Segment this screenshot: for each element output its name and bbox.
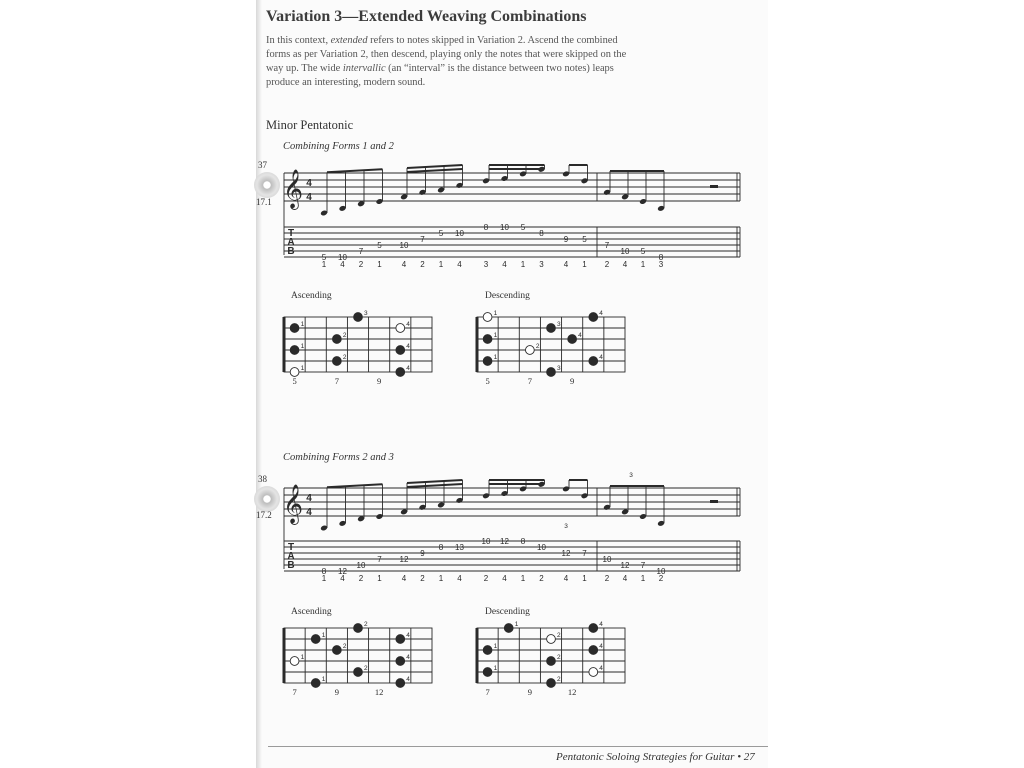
tab-fret-number: 5 [640, 247, 646, 256]
finger-number: 4 [406, 365, 410, 372]
treble-clef-icon: 𝄞 [282, 484, 304, 524]
tab-fret-number: 7 [420, 235, 425, 244]
fingering-number: 1 [321, 260, 327, 269]
fret-position-number: 9 [527, 687, 532, 697]
time-signature-bottom: 4 [306, 192, 312, 203]
fretboard-dot [311, 679, 320, 688]
tab-fret-number: 12 [561, 549, 571, 558]
example-subtitle: Combining Forms 1 and 2 [283, 141, 394, 152]
finger-number: 4 [406, 676, 410, 683]
finger-number: 1 [300, 365, 305, 372]
fret-position-number: 12 [374, 687, 384, 697]
tab-fret-number: 12 [500, 537, 509, 546]
finger-number: 2 [364, 665, 368, 672]
tab-fret-number: 10 [656, 567, 666, 576]
fingering-number: 2 [483, 574, 489, 583]
fingering-number: 1 [640, 574, 646, 583]
example-number: 38 [258, 474, 267, 484]
fretboard-dot [332, 335, 341, 344]
tab-fret-number: 8 [321, 567, 327, 576]
tab-fret-number: 10 [537, 543, 546, 552]
finger-number: 4 [578, 332, 582, 339]
tab-fret-number: 10 [602, 555, 612, 564]
fingering-number: 1 [582, 574, 587, 583]
intro-emphasis-intervallic: intervallic [342, 63, 386, 74]
note-beam [407, 169, 463, 172]
finger-number: 2 [557, 654, 561, 661]
tab-fret-number: 10 [500, 223, 509, 232]
tab-fret-number: 12 [620, 561, 630, 570]
tab-fret-number: 10 [481, 537, 491, 546]
time-signature-bottom: 4 [306, 507, 312, 518]
tab-clef-letter: T [287, 228, 295, 239]
fingering-number: 2 [420, 260, 425, 269]
note-beam [407, 484, 463, 487]
tab-clef-letter: A [287, 237, 295, 248]
finger-number: 2 [342, 332, 347, 339]
finger-number: 2 [535, 343, 540, 350]
finger-number: 1 [493, 310, 498, 317]
half-rest-icon [710, 185, 718, 188]
tab-fret-number: 8 [539, 229, 544, 238]
fingering-number: 1 [321, 574, 327, 583]
tab-fret-number: 7 [640, 561, 646, 570]
finger-number: 2 [557, 676, 561, 683]
fretboard-dot [589, 646, 598, 655]
fretboard-dot [332, 646, 341, 655]
tab-fret-number: 5 [582, 235, 587, 244]
fingering-number: 1 [377, 574, 382, 583]
fretboard-dot [547, 657, 556, 666]
fingering-number: 4 [340, 574, 345, 583]
tab-fret-number: 7 [604, 241, 610, 250]
tuplet-mark: 3 [564, 523, 568, 530]
fret-position-number: 9 [377, 376, 382, 386]
fretboard-dot [290, 346, 299, 355]
tab-fret-number: 8 [483, 223, 489, 232]
fingering-number: 2 [604, 574, 610, 583]
finger-number: 3 [557, 365, 561, 372]
fret-position-number: 7 [292, 687, 297, 697]
tab-fret-number: 10 [399, 241, 409, 250]
diagram-label-ascending: Ascending [291, 291, 332, 301]
diagram-label-ascending: Ascending [291, 607, 332, 617]
fingering-number: 4 [457, 260, 462, 269]
tab-fret-number: 5 [377, 241, 382, 250]
fretboard-dot [354, 668, 363, 677]
fretboard-dot [547, 324, 556, 333]
fingering-number: 3 [658, 260, 664, 269]
finger-number: 1 [493, 354, 498, 361]
example-subtitle: Combining Forms 2 and 3 [283, 452, 394, 463]
fingering-number: 1 [640, 260, 646, 269]
finger-number: 3 [557, 321, 561, 328]
tab-clef-letter: A [287, 551, 295, 562]
intro-emphasis-extended: extended [330, 35, 368, 46]
finger-number: 1 [321, 632, 326, 639]
fret-position-number: 7 [527, 376, 532, 386]
finger-number: 1 [300, 321, 305, 328]
fretboard-dot [354, 624, 363, 633]
tab-clef-letter: B [287, 560, 295, 571]
tab-fret-number: 9 [563, 235, 569, 244]
finger-number: 2 [342, 354, 347, 361]
fretboard-dot [589, 357, 598, 366]
fingering-number: 4 [401, 260, 407, 269]
finger-number: 4 [599, 621, 603, 628]
cd-track-number: 17.2 [256, 510, 272, 520]
tab-fret-number: 9 [420, 549, 425, 558]
example-number: 37 [258, 160, 267, 170]
fretboard-dot [311, 635, 320, 644]
finger-number: 1 [300, 654, 305, 661]
finger-number: 2 [364, 621, 368, 628]
finger-number: 2 [342, 643, 347, 650]
fingering-number: 4 [401, 574, 407, 583]
fret-position-number: 9 [334, 687, 339, 697]
finger-number: 1 [493, 332, 498, 339]
fretboard-dot [483, 335, 492, 344]
fingering-number: 1 [582, 260, 587, 269]
tab-fret-number: 12 [338, 567, 347, 576]
fretboard-dot [483, 646, 492, 655]
fretboard-dot [525, 346, 534, 355]
tab-clef-letter: B [287, 246, 295, 257]
tab-fret-number: 7 [582, 549, 587, 558]
fingering-number: 1 [438, 260, 444, 269]
half-rest-icon [710, 500, 718, 503]
diagram-label-descending: Descending [485, 607, 530, 617]
footer-book-title: Pentatonic Soloing Strategies for Guitar [556, 751, 735, 763]
finger-number: 4 [406, 632, 410, 639]
time-signature-top: 4 [306, 493, 312, 504]
fretboard-dot [589, 313, 598, 322]
tab-fret-number: 5 [321, 253, 327, 262]
tuplet-mark: 3 [629, 472, 633, 479]
finger-number: 2 [557, 632, 561, 639]
finger-number: 1 [321, 676, 326, 683]
fret-position-number: 5 [292, 376, 297, 386]
fretboard-dot [396, 368, 405, 377]
fingering-number: 1 [520, 574, 526, 583]
fingering-number: 4 [622, 574, 628, 583]
tab-fret-number: 10 [455, 229, 464, 238]
tab-fret-number: 8 [438, 543, 444, 552]
finger-number: 4 [406, 343, 410, 350]
finger-number: 1 [514, 621, 519, 628]
fingering-number: 1 [377, 260, 382, 269]
finger-number: 4 [599, 310, 603, 317]
fingering-number: 2 [539, 574, 544, 583]
tab-fret-number: 5 [438, 229, 444, 238]
finger-number: 4 [599, 354, 603, 361]
finger-number: 1 [300, 343, 305, 350]
fretboard-dot [290, 657, 299, 666]
fretboard-dot [396, 679, 405, 688]
tab-fret-number: 8 [658, 253, 664, 262]
fingering-number: 4 [502, 260, 507, 269]
fingering-number: 4 [563, 260, 569, 269]
fret-position-number: 9 [570, 376, 575, 386]
fingering-number: 3 [483, 260, 489, 269]
finger-number: 4 [599, 643, 603, 650]
tab-fret-number: 10 [620, 247, 630, 256]
finger-number: 4 [406, 654, 410, 661]
footer-separator: • [737, 751, 742, 763]
tab-fret-number: 13 [455, 543, 464, 552]
cd-icon [254, 486, 280, 512]
tab-fret-number: 7 [377, 555, 382, 564]
diagram-label-descending: Descending [485, 291, 530, 301]
fingering-number: 4 [340, 260, 345, 269]
finger-number: 4 [406, 321, 410, 328]
intro-text-1: In this context, [266, 35, 331, 46]
fretboard-dot [483, 357, 492, 366]
footer-page-number: 27 [743, 751, 755, 763]
fingering-number: 2 [420, 574, 425, 583]
fretboard-dot [589, 668, 598, 677]
fingering-number: 3 [539, 260, 544, 269]
tab-fret-number: 12 [399, 555, 409, 564]
fingering-number: 4 [457, 574, 462, 583]
tab-fret-number: 7 [358, 247, 364, 256]
fretboard-dot [547, 679, 556, 688]
treble-clef-icon: 𝄞 [282, 169, 304, 209]
note-beam [407, 165, 463, 168]
section-title: Minor Pentatonic [266, 118, 354, 132]
fret-position-number: 7 [485, 687, 490, 697]
fretboard-dot [589, 624, 598, 633]
fretboard-dot [396, 324, 405, 333]
finger-number: 1 [493, 643, 498, 650]
fingering-number: 2 [358, 260, 364, 269]
fretboard-dot [396, 657, 405, 666]
fretboard-dot [547, 635, 556, 644]
tab-fret-number: 10 [338, 253, 347, 262]
fretboard-dot [396, 346, 405, 355]
fingering-number: 1 [438, 574, 444, 583]
time-signature-top: 4 [306, 178, 312, 189]
fretboard-dot [483, 313, 492, 322]
fretboard-dot [504, 624, 513, 633]
fretboard-dot [332, 357, 341, 366]
tab-fret-number: 8 [520, 537, 526, 546]
tab-fret-number: 5 [520, 223, 526, 232]
note-beam [327, 169, 383, 172]
fingering-number: 2 [658, 574, 664, 583]
fretboard-dot [483, 668, 492, 677]
fingering-number: 1 [520, 260, 526, 269]
fretboard-dot [396, 635, 405, 644]
page-title: Variation 3—Extended Weaving Combinations [266, 8, 587, 25]
cd-track-number: 17.1 [256, 197, 272, 207]
fingering-number: 4 [502, 574, 507, 583]
fret-position-number: 12 [567, 687, 577, 697]
intro-text-3: (an “interval” is the distance between two notes) leaps produce an interesting, modern sound. [266, 63, 614, 88]
fret-position-number: 7 [334, 376, 339, 386]
fingering-number: 2 [358, 574, 364, 583]
page-footer [556, 751, 755, 763]
fingering-number: 4 [563, 574, 569, 583]
fretboard-dot [290, 324, 299, 333]
tab-fret-number: 10 [356, 561, 366, 570]
fingering-number: 4 [622, 260, 628, 269]
finger-number: 4 [599, 665, 603, 672]
fretboard-dot [354, 313, 363, 322]
note-beam [407, 480, 463, 483]
fret-position-number: 5 [485, 376, 490, 386]
fingering-number: 2 [604, 260, 610, 269]
finger-number: 1 [493, 665, 498, 672]
fretboard-dot [547, 368, 556, 377]
fretboard-dot [568, 335, 577, 344]
finger-number: 3 [364, 310, 368, 317]
tab-clef-letter: T [287, 542, 295, 553]
footer-rule [268, 746, 768, 747]
note-beam [327, 484, 383, 487]
intro-text-2: refers to notes skipped in Variation 2. Ascend the combined forms as per Variation 2, then descend, playing only the notes that were skipped on the way up. The wide [266, 35, 627, 74]
